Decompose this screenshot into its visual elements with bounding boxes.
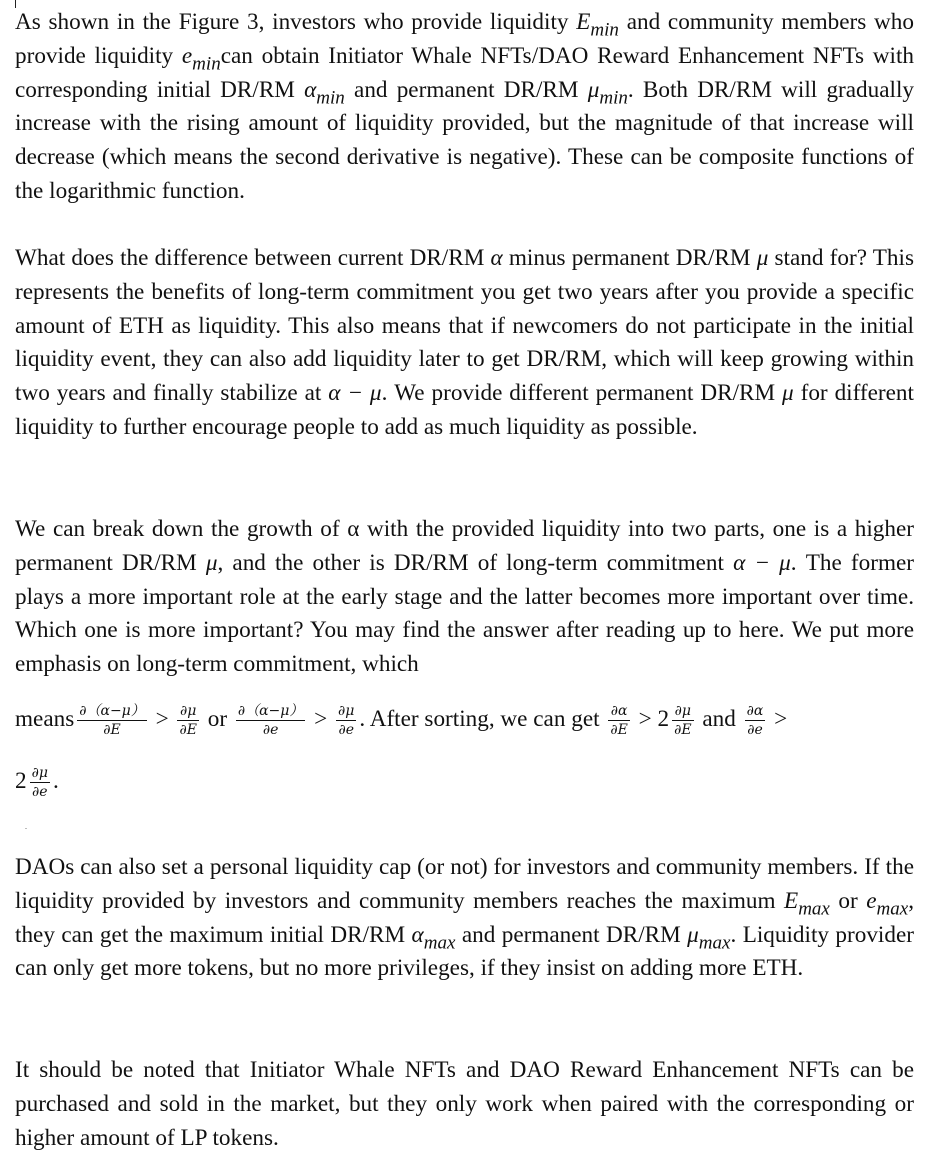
paragraph-alpha-minus-mu: What does the difference between current DR/RM α minus permanent DR/RM μ stand for? This represents the benefits of long-term commitment you get two years after you provide a specific amount of ETH as liquidity. This also means that if newcomers do not participate in the initial liquidity event, they can also add liquidity later to get DR/RM, which will keep growing within two years and finally stabilize at α − μ. We provide different permanent DR/RM μ for different liquidity to further encourage people to add as much liquidity as possible. bbox=[15, 245, 914, 440]
stray-mark bbox=[25, 828, 27, 829]
derivative-inequality-line: means $\frac{\partial(\alpha-\mu)}{\partial E}$ > $\frac{\partial\mu}{\partial E}$ or $\frac{\partial(\alpha-\mu)}{\partial e}$ > $\frac{\partial\mu}{\partial e}$ . After sorting, we can get $\frac{\partial\alpha}{\partial E}$ > 2 $\frac{\partial\mu}{\partial E}$ and $\frac{\partial\alpha}{\partial e}$ > bbox=[15, 703, 788, 739]
fraction: $\frac{\partial(\alpha-\mu)}{\partial e}$ bbox=[237, 703, 304, 739]
derivative-inequality-continuation: 2 $\frac{\partial\mu}{\partial e}$ . bbox=[15, 765, 59, 801]
paragraph-nft-market-note: It should be noted that Initiator Whale NFTs and DAO Reward Enhancement NFTs can be purchased and sold in the market, but they only work when paired with the corresponding or higher amount of LP tokens. bbox=[15, 1057, 914, 1151]
fraction: $\frac{\partial\alpha}{\partial E}$ bbox=[610, 703, 628, 739]
fraction: $\frac{\partial\mu}{\partial E}$ bbox=[674, 703, 692, 739]
fraction: $\frac{\partial\alpha}{\partial e}$ bbox=[746, 703, 764, 739]
var-E: E bbox=[576, 9, 591, 35]
paragraph-growth-breakdown: We can break down the growth of α with the provided liquidity into two parts, one is a higher permanent DR/RM μ, and the other is DR/RM of long-term commitment α − μ. The former plays a more important role at the early stage and the latter becomes more important over time. Which one is more important? You may find the answer after reading up to here. We put more emphasis on long-term commitment, which bbox=[15, 516, 914, 678]
fraction: $\frac{\partial\mu}{\partial e}$ bbox=[338, 703, 355, 739]
fraction: $\frac{\partial(\alpha-\mu)}{\partial E}$ bbox=[79, 703, 145, 739]
fraction: $\frac{\partial\mu}{\partial e}$ bbox=[31, 765, 48, 801]
paragraph-liquidity-cap: DAOs can also set a personal liquidity cap (or not) for investors and community members. If the liquidity provided by investors and community members reaches the maximum $E_{max}$ or $e_{max}$, they can get the maximum initial DR/RM $\alpha_{max}$ and permanent DR/RM $\mu_{max}$. Liquidity provider can only get more tokens, but no more privileges, if they insist on adding more ETH. bbox=[15, 854, 914, 982]
paragraph-liquidity-nfts: As shown in the Figure 3, investors who provide liquidity $E_{min}$ and community members who provide liquidity $e_{min}can$ obtain Initiator Whale NFTs/DAO Reward Enhancement NFTs with corresponding initial DR/RM $\alpha_{min}$ and permanent DR/RM $\mu_{min}$. Both DR/RM will gradually increase with the rising amount of liquidity provided, but the magnitude of that increase will decrease (which means the second derivative is negative). These can be composite functions of the logarithmic function. bbox=[15, 9, 915, 204]
fraction: $\frac{\partial\mu}{\partial E}$ bbox=[179, 703, 197, 739]
var-e: e bbox=[181, 42, 193, 69]
var-mu: μ bbox=[587, 76, 600, 103]
var-alpha: α bbox=[304, 76, 317, 103]
